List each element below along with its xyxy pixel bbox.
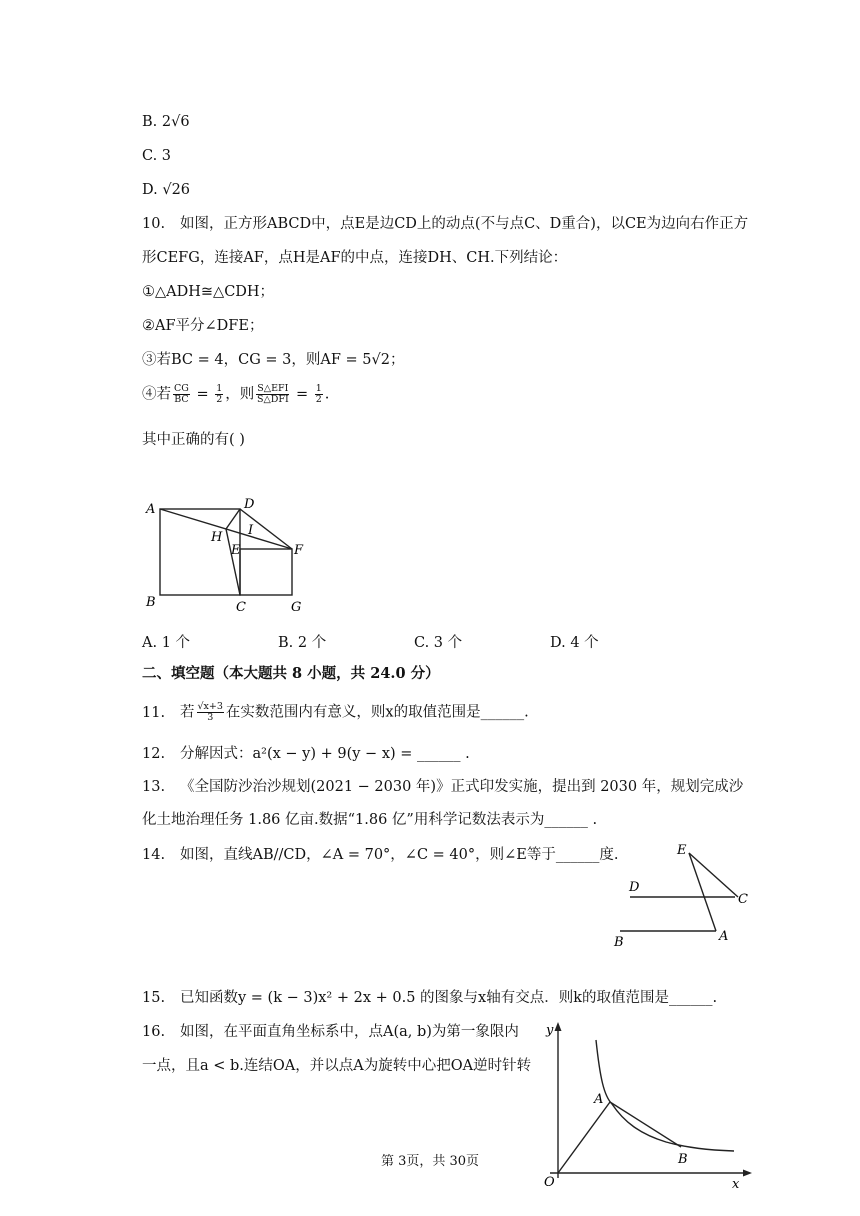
- q10-text-1: 如图，正方形ABCD中，点E是边CD上的动点(不与点C、D重合)，以CE为边向右作正方: [180, 216, 749, 232]
- q15: [142, 988, 717, 1008]
- label-d: D: [629, 880, 640, 895]
- q10-conclusion-2: ②AF平分∠DFE；: [142, 318, 264, 334]
- q14-number: 14.: [142, 847, 166, 863]
- label-d: D: [244, 497, 255, 512]
- label-e: E: [677, 843, 687, 858]
- label-b: B: [614, 935, 624, 950]
- label-b: B: [146, 595, 156, 610]
- q10-square-figure: [140, 492, 320, 617]
- q10-option-c: C. 3 个: [414, 635, 463, 651]
- q15-text: 已知函数y = (k − 3)x² + 2x + 0.5 的图象与x轴有交点．则k的取值范围是______.: [180, 990, 718, 1006]
- frac-top: 1: [216, 383, 223, 394]
- q10-option-a: A. 1 个: [142, 635, 191, 651]
- segment-ab: [610, 1102, 681, 1147]
- label-h: H: [211, 530, 223, 545]
- frac-top: CG: [174, 383, 189, 394]
- square-abcd: [160, 509, 240, 595]
- section-heading: 二、填空题（本大题共 8 小题，共 24.0 分）: [142, 665, 440, 682]
- label-c: C: [236, 600, 246, 615]
- c4-end: .: [324, 386, 330, 403]
- frac-top: √x+3: [197, 701, 223, 712]
- q16-coordinate-figure: [538, 1018, 758, 1216]
- label-x: x: [732, 1177, 740, 1192]
- q10-conclusion-1: ①△ADH≅△CDH；: [142, 284, 275, 300]
- c4-then: ，则: [225, 386, 255, 403]
- page-footer: 第 3页，共 30页: [380, 1154, 480, 1169]
- label-a: A: [146, 502, 156, 517]
- square-cefg: [240, 549, 292, 595]
- q10-option-d: D. 4 个: [550, 635, 599, 651]
- label-o: O: [544, 1175, 555, 1190]
- q10-conclusion-4: [142, 384, 329, 405]
- q10-option-b: B. 2 个: [278, 635, 327, 651]
- q10-line2: 形CEFG，连接AF，点H是AF的中点，连接DH、CH.下列结论：: [142, 250, 568, 266]
- q10-number: 10.: [142, 216, 166, 232]
- q12-number: 12.: [142, 746, 166, 762]
- q16-line2: 一点，且a < b.连结OA，并以点A为旋转中心把OA逆时针转: [142, 1058, 532, 1074]
- q9-option-c: C. 3: [142, 148, 172, 164]
- q9-option-d: D. √26: [142, 182, 191, 198]
- fraction-cg-bc: [173, 384, 190, 405]
- frac-bottom: S△DFI: [256, 394, 289, 405]
- q10-line1: [142, 214, 748, 234]
- y-axis-arrow: [555, 1022, 562, 1031]
- c4-eq: =: [191, 386, 214, 403]
- q11-pre: 若: [180, 704, 195, 721]
- q15-number: 15.: [142, 990, 166, 1006]
- label-c: C: [738, 892, 748, 907]
- segment-dh: [226, 509, 240, 529]
- q10-conclusion-3: ③若BC = 4，CG = 3，则AF = 5√2；: [142, 352, 405, 368]
- q14: [142, 845, 618, 865]
- label-f: F: [294, 543, 304, 558]
- q9-option-b: B. 2√6: [142, 114, 190, 130]
- frac-top: 1: [315, 383, 322, 394]
- q13-number: 13.: [142, 779, 166, 795]
- q14-parallel-lines-figure: [610, 838, 760, 950]
- fraction-half: [215, 384, 223, 405]
- frac-bottom: 3: [207, 712, 214, 723]
- fraction-half-2: [315, 384, 323, 405]
- q11: [142, 702, 529, 723]
- q11-number: 11.: [142, 704, 166, 721]
- frac-bottom: 2: [315, 394, 322, 405]
- c4-pre: ④若: [142, 386, 171, 403]
- label-a: A: [719, 929, 729, 944]
- label-g: G: [291, 600, 302, 615]
- q10-question: 其中正确的有( ): [142, 432, 245, 448]
- frac-bottom: BC: [174, 394, 189, 405]
- q13-text-1: 《全国防沙治沙规划(2021 − 2030 年)》正式印发实施，提出到 2030 年，规划完成沙: [180, 779, 744, 795]
- label-y: y: [546, 1023, 554, 1038]
- q12: [142, 744, 470, 764]
- label-e: E: [231, 543, 241, 558]
- frac-top: S△EFI: [257, 383, 289, 394]
- label-b: B: [678, 1152, 688, 1167]
- q11-text: 在实数范围内有意义，则x的取值范围是______.: [225, 704, 529, 721]
- q16-text-1: 如图，在平面直角坐标系中，点A(a, b)为第一象限内: [180, 1024, 519, 1040]
- x-axis-arrow: [743, 1170, 752, 1177]
- q13-line2: 化土地治理任务 1.86 亿亩.数据“1.86 亿”用科学记数法表示为______ .: [142, 812, 598, 828]
- label-a: A: [594, 1092, 604, 1107]
- q14-text: 如图，直线AB//CD，∠A = 70°，∠C = 40°，则∠E等于______度.: [180, 847, 619, 863]
- label-i: I: [248, 523, 254, 538]
- q16-line1: [142, 1022, 519, 1042]
- q16-number: 16.: [142, 1024, 166, 1040]
- q11-fraction: [197, 702, 224, 723]
- c4-eq2: =: [291, 386, 313, 403]
- q13-line1: [142, 777, 743, 797]
- frac-bottom: 2: [216, 394, 223, 405]
- q12-text: 分解因式：a²(x − y) + 9(y − x) = ______ .: [180, 746, 470, 762]
- segment-ch: [226, 529, 240, 595]
- fraction-area-ratio: [256, 384, 289, 405]
- hyperbola-curve: [596, 1040, 734, 1151]
